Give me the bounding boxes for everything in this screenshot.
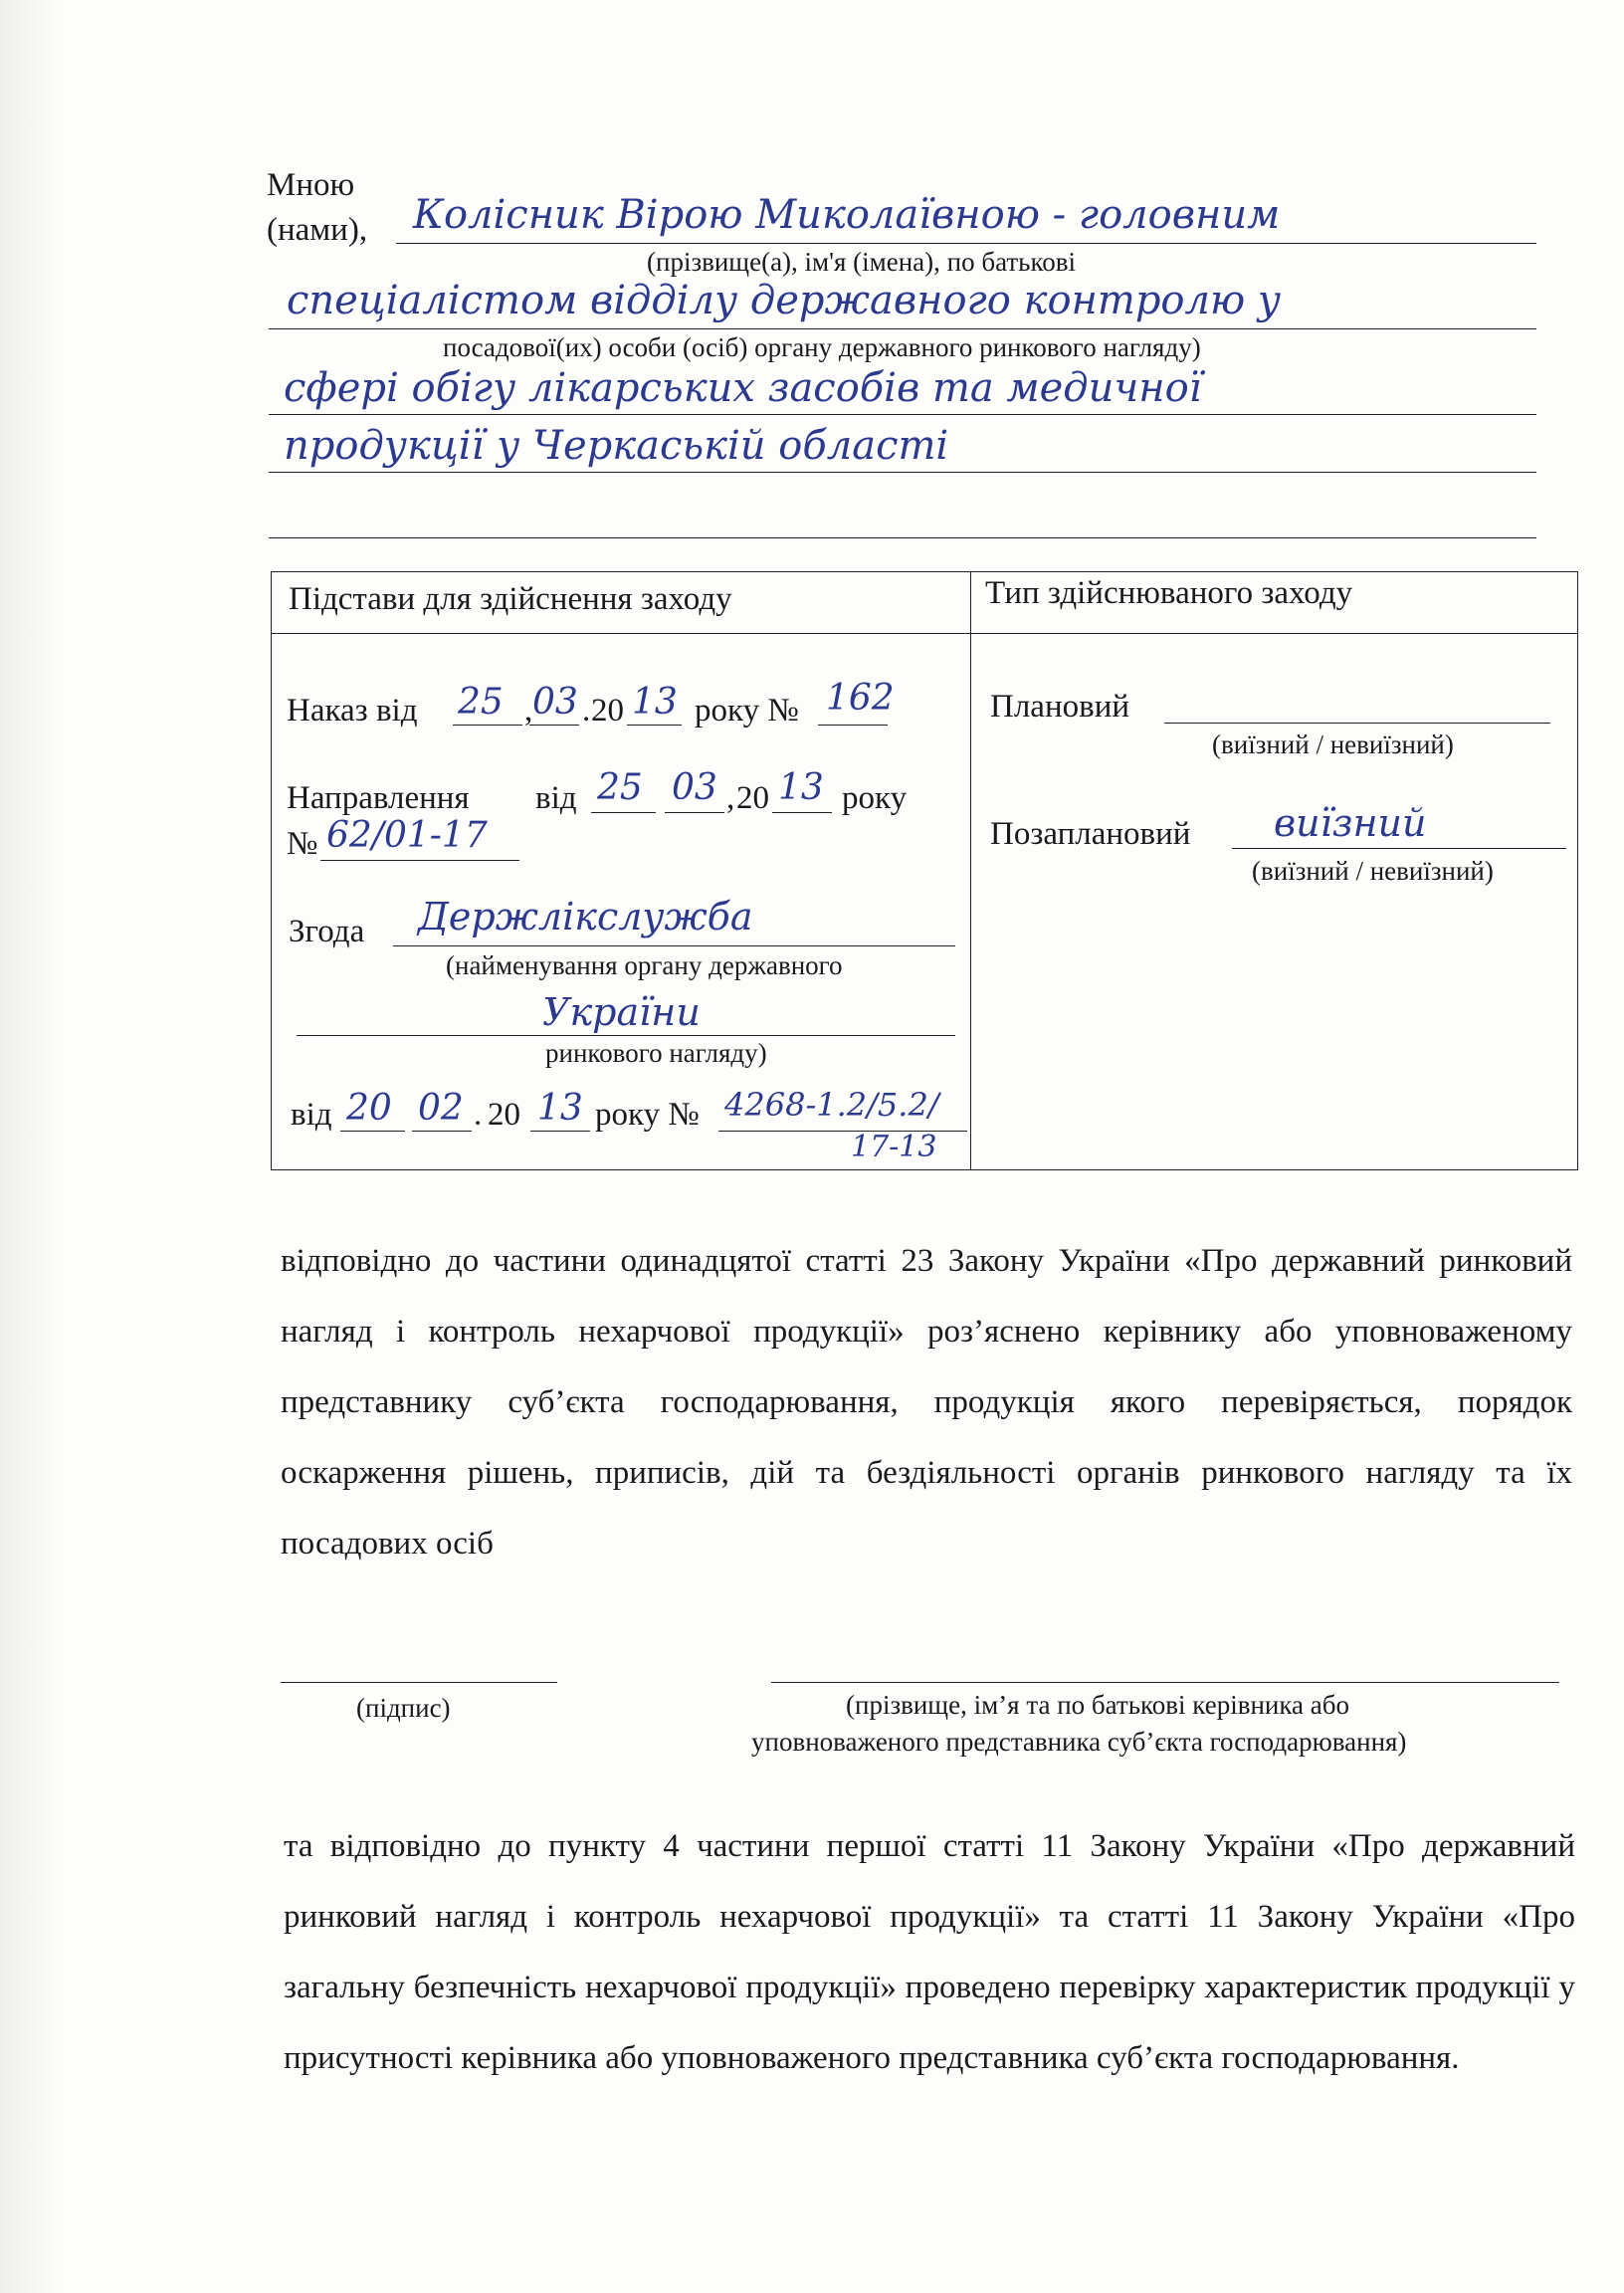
consent-year-prefix: 20 (488, 1097, 520, 1133)
direction-year-suffix: 13 (778, 767, 824, 808)
order-year-prefix: 20 (591, 693, 624, 729)
signature-line (281, 1682, 557, 1683)
handwritten-position-line1: спеціалістом відділу державного контролю у (287, 278, 1282, 323)
order-label: Наказ від (287, 693, 418, 729)
order-year-line (627, 725, 682, 726)
caption-position: посадової(их) особи (осіб) органу державного ринкового нагляду) (443, 332, 1201, 362)
signature-caption: (підпис) (356, 1693, 451, 1723)
position-underline-4 (269, 537, 1536, 538)
planned-caption: (виїзний / невиїзний) (1212, 730, 1454, 759)
consent-label: Згода (289, 914, 365, 949)
direction-month-line (665, 812, 724, 813)
position-underline-3 (269, 472, 1536, 473)
planned-label: Плановий (990, 689, 1130, 725)
consent-number-cont: 17-13 (851, 1130, 937, 1164)
order-month-line (529, 725, 579, 726)
position-underline-1 (269, 328, 1536, 329)
handwritten-position-line2: сфері обігу лікарських засобів та медичної (284, 365, 1202, 411)
table-column-divider (970, 571, 971, 1170)
direction-num-label: № (287, 826, 318, 862)
consent-year-line (530, 1131, 590, 1132)
consent-from: від (291, 1097, 332, 1133)
direction-day-line (591, 812, 656, 813)
direction-year-line (772, 812, 832, 813)
paragraph-rights-explained: відповідно до частини одинадцятої статті 23 Закону України «Про державний ринковий нагляд і контроль нехарчової продукції» роз’яснено керівнику або уповноваженому представнику суб’єкта господарювання, продукція якого перевіряється, порядок оскарження рішень, приписів, дій та бездіяльності органів ринкового нагляду та їх посадових осіб (281, 1243, 1572, 1562)
handwritten-position-line3: продукції у Черкаській області (284, 423, 949, 469)
consent-caption-1: (найменування органу державного (446, 950, 843, 980)
consent-day: 20 (346, 1088, 392, 1129)
representative-caption-2: уповноваженого представника суб’єкта господарювання) (751, 1727, 1407, 1757)
consent-body-line (393, 945, 955, 946)
direction-from: від (535, 780, 577, 816)
header-label-namy: (нами), (267, 212, 368, 248)
order-number-line (818, 725, 888, 726)
consent-body-line-2 (297, 1035, 955, 1036)
direction-day: 25 (597, 767, 643, 808)
consent-year-suffix: 13 (537, 1088, 583, 1129)
name-underline (396, 243, 1536, 244)
header-label-mnoyu: Мною (267, 167, 355, 203)
unplanned-value: виїзний (1274, 801, 1427, 845)
unplanned-caption: (виїзний / невиїзний) (1252, 856, 1494, 886)
order-year-word: року № (695, 693, 799, 729)
direction-year-word: року (842, 780, 908, 816)
planned-line (1164, 723, 1550, 724)
direction-label: Направлення (287, 780, 470, 816)
position-underline-2 (269, 414, 1536, 415)
representative-caption-1: (прізвище, ім’я та по батькові керівника або (846, 1690, 1350, 1720)
table-header-divider (271, 633, 1577, 634)
caption-name: (прізвище(а), ім'я (імена), по батькові (647, 247, 1076, 277)
consent-month: 02 (418, 1088, 464, 1129)
consent-body-handwritten: Держлікслужба (418, 895, 753, 938)
table-header-basis: Підстави для здійснення заходу (289, 581, 732, 617)
order-day: 25 (458, 682, 504, 723)
consent-caption-2: ринкового нагляду) (545, 1038, 767, 1068)
consent-day-line (340, 1131, 405, 1132)
consent-body-handwritten-2: України (542, 990, 701, 1034)
paragraph-inspection-performed: та відповідно до пункту 4 частини першої статті 11 Закону України «Про державний ринковий нагляд і контроль нехарчової продукції» та статті 11 Закону України «Про загальну безпечність нехарчової продукції» проведено перевірку характеристик продукції у присутності керівника або уповноваженого представника суб’єкта господарювання. (284, 1828, 1575, 2076)
order-year-suffix: 13 (632, 682, 678, 723)
consent-number: 4268-1.2/5.2/ (724, 1086, 939, 1124)
unplanned-label: Позаплановий (990, 816, 1191, 852)
order-day-line (453, 725, 522, 726)
unplanned-line (1232, 848, 1566, 849)
representative-name-line (771, 1682, 1559, 1683)
consent-year-word: року № (595, 1097, 700, 1133)
table-header-type: Тип здійснюваного заходу (985, 575, 1353, 611)
order-month: 03 (532, 682, 578, 723)
scan-edge-shadow (0, 0, 60, 2293)
consent-month-line (412, 1131, 472, 1132)
direction-year-prefix: 20 (736, 780, 769, 816)
handwritten-inspector-name: Колісник Вірою Миколаївною - головним (413, 192, 1281, 238)
direction-number: 62/01-17 (326, 815, 488, 856)
direction-number-line (320, 860, 519, 861)
order-number: 162 (826, 678, 895, 719)
direction-month: 03 (672, 767, 717, 808)
